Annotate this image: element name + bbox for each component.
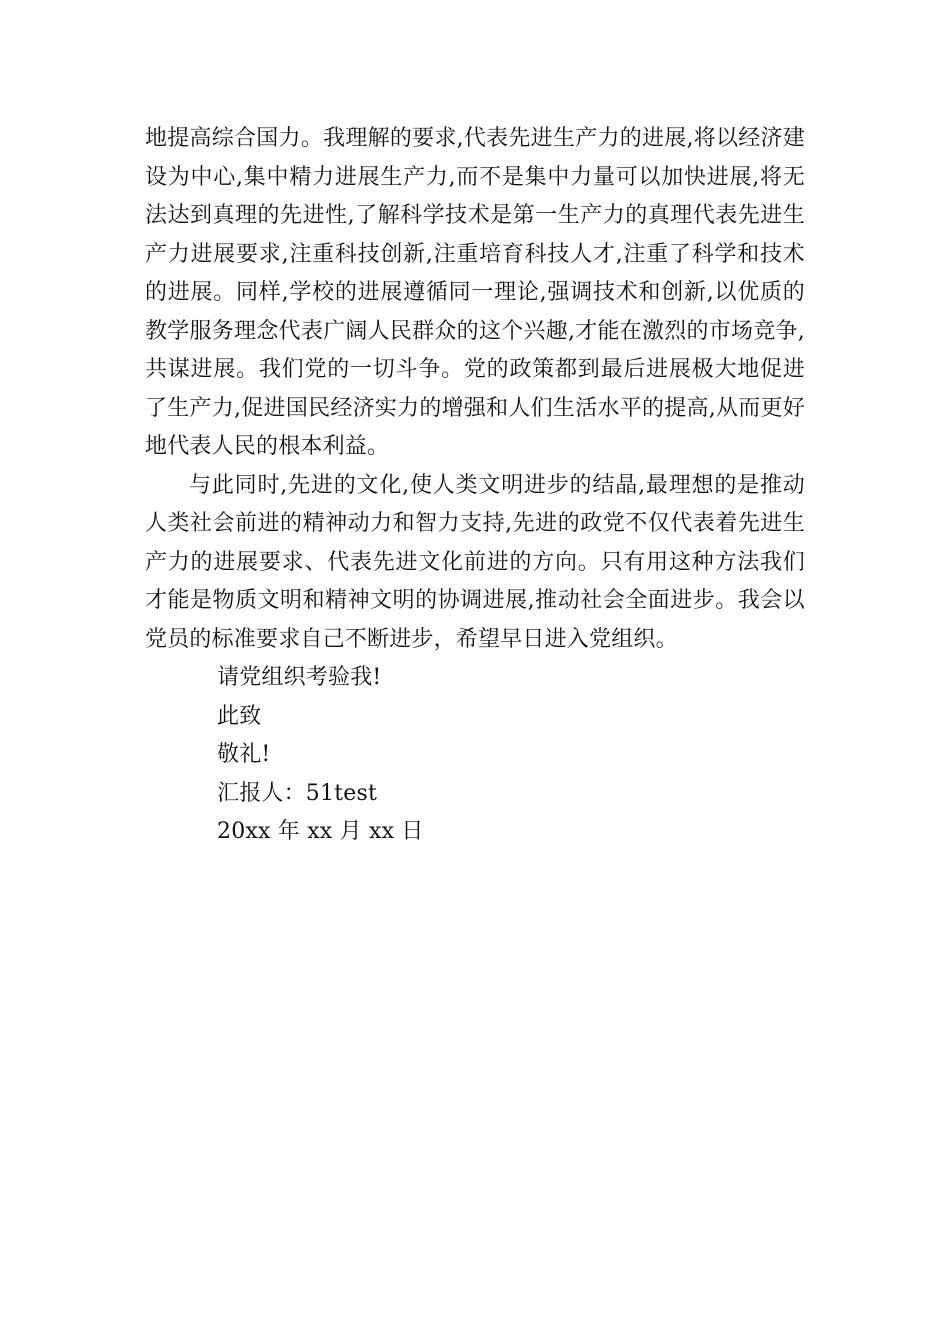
closing-salutation-1: 此致 xyxy=(217,703,262,729)
paragraph-1: 地提高综合国力。我理解的要求,代表先进生产力的进展,将以经济建设为中心,集中精力进展生产力,而不是集中力量可以加快进展,将无法达到真理的先进性,了解科学技术是第一生产力的真理代表先进生产力进展要求,注重科技创新,注重培育科技人才,注重了科学和技术的进展。同样,学校的进展遵循同一理论,强调技术和创新,以优质的教学服务理念代表广阔人民群众的这个兴趣,才能在激烈的市场竞争,共谋进展。我们党的一切斗争。党的政策都到最后进展极大地促进了生产力,促进国民经济实力的增强和人们生活水平的提高,从而更好地代表人民的根本利益。 xyxy=(145,126,805,459)
document-body xyxy=(145,120,805,852)
closing-request: 请党组织考验我! xyxy=(217,665,382,690)
date-line: 20xx 年 xx 月 xx 日 xyxy=(217,819,424,844)
closing-salutation-2: 敬礼! xyxy=(217,742,271,767)
reporter-line: 汇报人：51test xyxy=(217,780,377,806)
paragraph-2: 与此同时,先进的文化,使人类文明进步的结晶,最理想的是推动人类社会前进的精神动力和智力支持,先进的政党不仅代表着先进生产力的进展要求、代表先进文化前进的方向。只有用这种方法我们才能是物质文明和精神文明的协调进展,推动社会全面进步。我会以党员的标准要求自己不断进步，希望早日进入党组织。 xyxy=(145,472,805,652)
